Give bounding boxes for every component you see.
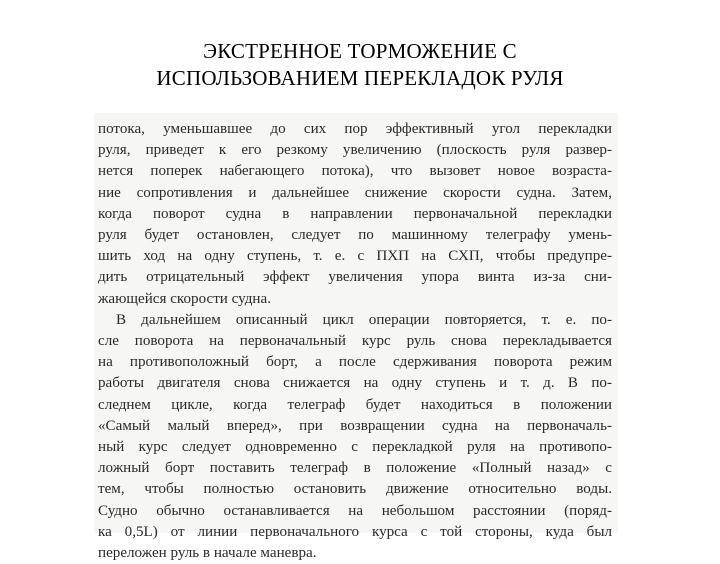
text-line: переложен руль в начале маневра.: [98, 545, 317, 562]
text-line: следнем цикле, когда телеграф будет находиться в положении: [98, 396, 612, 413]
text-line: Судно обычно останавливается на небольшом расстоянии (поряд-: [98, 502, 612, 519]
text-line: ние сопротивления и дальнейшее снижение скорости судна. Затем,: [98, 184, 612, 201]
text-line: тем, чтобы полностью остановить движение относительно воды.: [98, 481, 612, 498]
text-line: дить отрицательный эффект увеличения упора винта из-за сни-: [98, 269, 612, 286]
scanned-text-image: [94, 113, 618, 562]
text-line: жающейся скорости судна.: [98, 290, 271, 307]
text-line: нется поперек набегающего потока), что вызовет новое возраста-: [98, 163, 612, 180]
text-line: работы двигателя снова снижается на одну ступень и т. д. В по-: [98, 375, 612, 392]
slide-title: [60, 38, 660, 92]
text-line: ложный борт поставить телеграф в положение «Полный назад» с: [98, 460, 612, 477]
text-line: «Самый малый вперед», при возвращении судна на первоначаль-: [98, 417, 612, 434]
text-line: руля будет остановлен, следует по машинному телеграфу умень-: [98, 227, 612, 244]
text-line: шить ход на одну ступень, т. е. с ПХП на СХП, чтобы предупре-: [98, 248, 612, 265]
text-line: когда поворот судна в направлении первоначальной перекладки: [98, 205, 612, 222]
scanned-text-body: [98, 119, 612, 564]
text-line: на противоположный борт, а после сдерживания поворота режим: [98, 354, 612, 371]
text-line: сле поворота на первоначальный курс руль снова перекладывается: [98, 333, 612, 350]
text-line: В дальнейшем описанный цикл операции повторяется, т. е. по-: [116, 311, 612, 328]
slide-title-line-1: ЭКСТРЕННОЕ ТОРМОЖЕНИЕ С: [203, 39, 517, 63]
text-line: руля, приведет к его резкому увеличению (плоскость руля развер-: [98, 142, 612, 159]
text-line: потока, уменьшавшее до сих пор эффективный угол перекладки: [98, 121, 612, 137]
slide-title-line-2: ИСПОЛЬЗОВАНИЕМ ПЕРЕКЛАДОК РУЛЯ: [156, 66, 564, 90]
text-line: ка 0,5L) от линии первоначального курса с той стороны, куда был: [98, 523, 612, 540]
text-line: ный курс следует одновременно с перекладкой руля на противопо-: [98, 439, 612, 456]
